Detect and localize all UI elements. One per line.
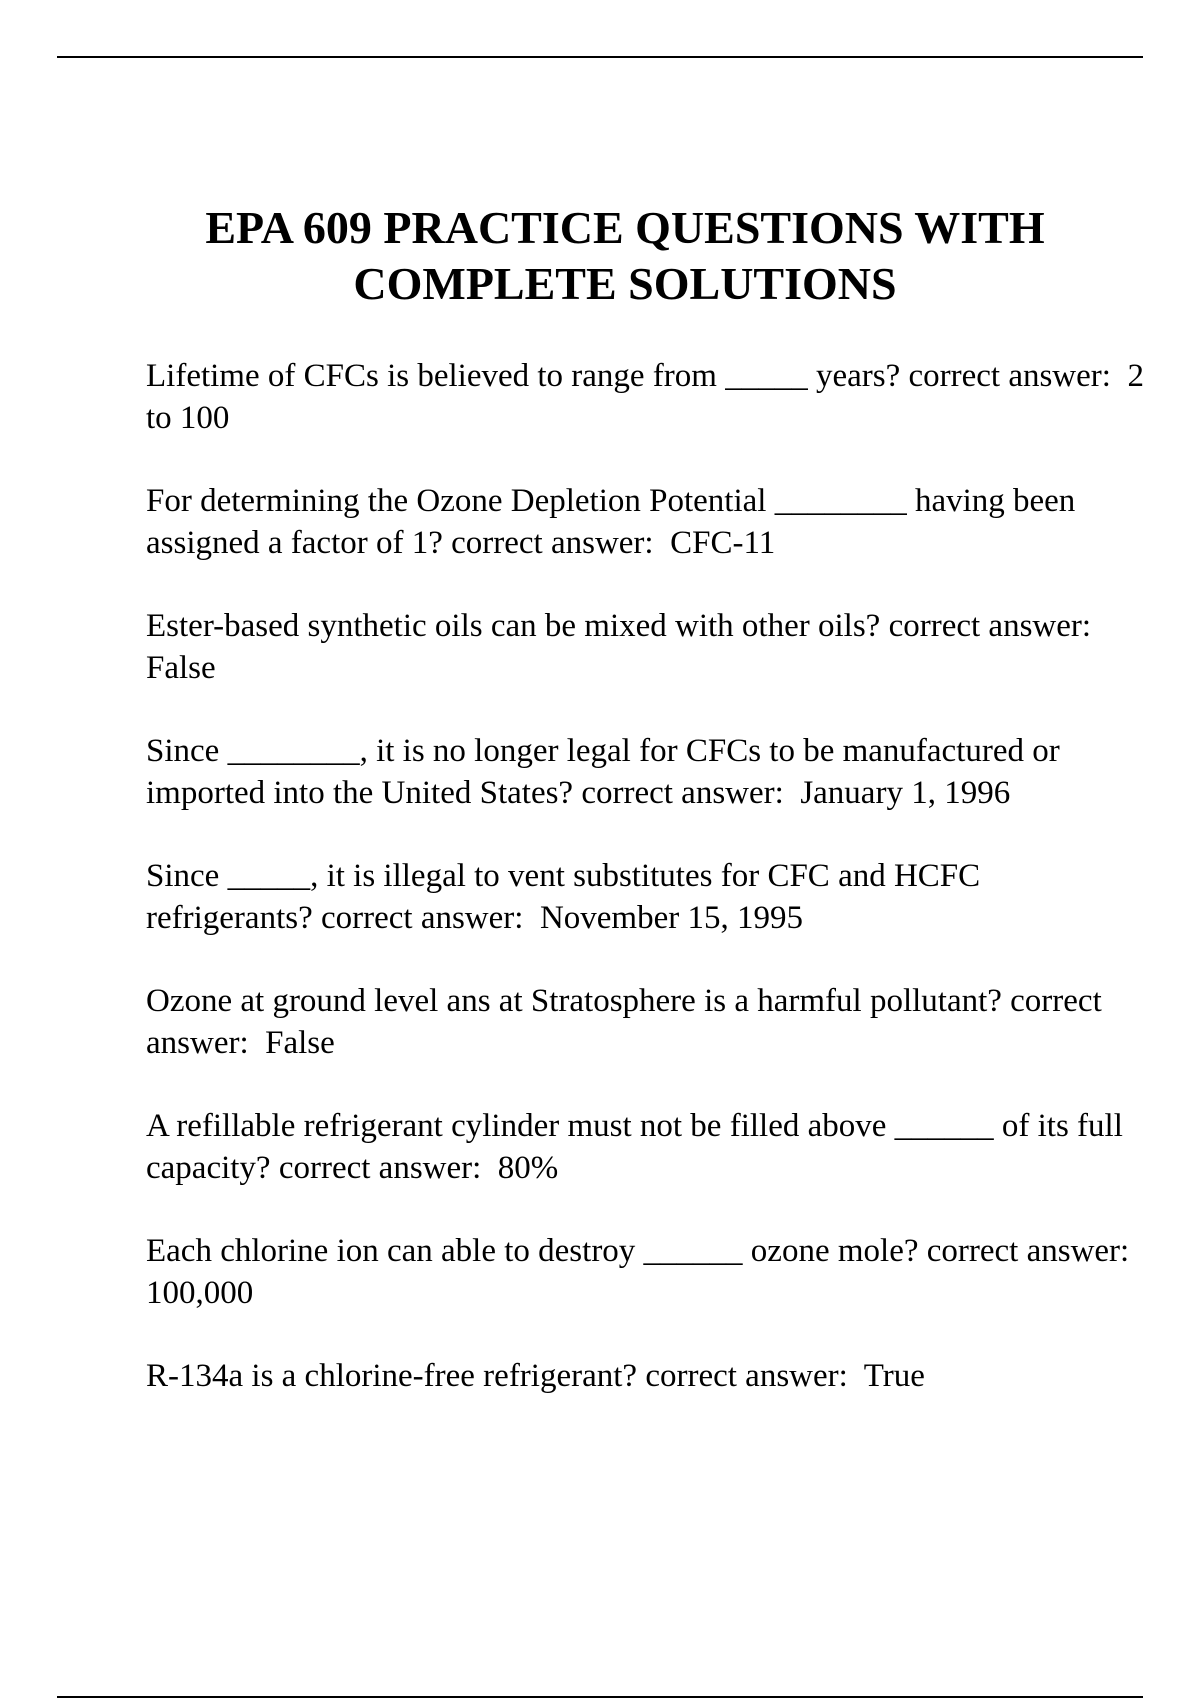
page-title bbox=[100, 200, 1150, 312]
answer-text: CFC-11 bbox=[670, 525, 776, 561]
qa-item-6 bbox=[146, 980, 1146, 1064]
qa-item-5 bbox=[146, 855, 1146, 939]
page-title-line-1: EPA 609 PRACTICE QUESTIONS WITH bbox=[205, 202, 1045, 253]
answer-label: correct answer: bbox=[320, 900, 524, 936]
qa-item-4 bbox=[146, 730, 1146, 814]
answer-text: True bbox=[863, 1358, 925, 1394]
qa-item-1 bbox=[146, 355, 1146, 439]
answer-text: False bbox=[146, 650, 216, 686]
answer-label: correct answer: bbox=[888, 608, 1092, 644]
question-text: Ester-based synthetic oils can be mixed with other oils? bbox=[146, 608, 881, 644]
question-text: Since ________, it is no longer legal for CFCs to be manufactured or imported into the United States? bbox=[146, 733, 1060, 811]
top-rule bbox=[57, 56, 1143, 58]
answer-label: correct answer: bbox=[451, 525, 654, 561]
answer-label: correct answer: bbox=[908, 358, 1111, 394]
question-text: Since _____, it is illegal to vent substitutes for CFC and HCFC refrigerants? bbox=[146, 858, 981, 936]
answer-text: 100,000 bbox=[146, 1275, 254, 1311]
question-text: Each chlorine ion can able to destroy ______ ozone mole? bbox=[146, 1233, 919, 1269]
question-text: R-134a is a chlorine-free refrigerant? bbox=[146, 1358, 638, 1394]
page-title-line-2: COMPLETE SOLUTIONS bbox=[353, 258, 897, 309]
answer-text: January 1, 1996 bbox=[800, 775, 1011, 811]
answer-label: correct answer: bbox=[278, 1150, 482, 1186]
qa-item-2 bbox=[146, 480, 1146, 564]
question-text: For determining the Ozone Depletion Potential ________ having been assigned a factor of 1? bbox=[146, 483, 1076, 561]
question-text: Lifetime of CFCs is believed to range from _____ years? bbox=[146, 358, 901, 394]
qa-item-3 bbox=[146, 605, 1146, 689]
answer-text: 80% bbox=[497, 1150, 559, 1186]
answer-label: correct answer: bbox=[645, 1358, 848, 1394]
qa-item-7 bbox=[146, 1105, 1146, 1189]
qa-item-8 bbox=[146, 1230, 1146, 1314]
answer-text: November 15, 1995 bbox=[539, 900, 803, 936]
answer-label: correct answer: bbox=[146, 983, 1102, 1061]
question-text: Ozone at ground level ans at Stratosphere is a harmful pollutant? bbox=[146, 983, 1002, 1019]
answer-label: correct answer: bbox=[926, 1233, 1130, 1269]
answer-text: 2 to 100 bbox=[146, 358, 1144, 436]
question-list bbox=[146, 355, 1146, 1438]
answer-label: correct answer: bbox=[581, 775, 784, 811]
qa-item-9 bbox=[146, 1355, 1146, 1397]
question-text: A refillable refrigerant cylinder must not be filled above ______ of its full capacity? bbox=[146, 1108, 1123, 1186]
answer-text: False bbox=[265, 1025, 335, 1061]
bottom-rule bbox=[57, 1696, 1143, 1698]
